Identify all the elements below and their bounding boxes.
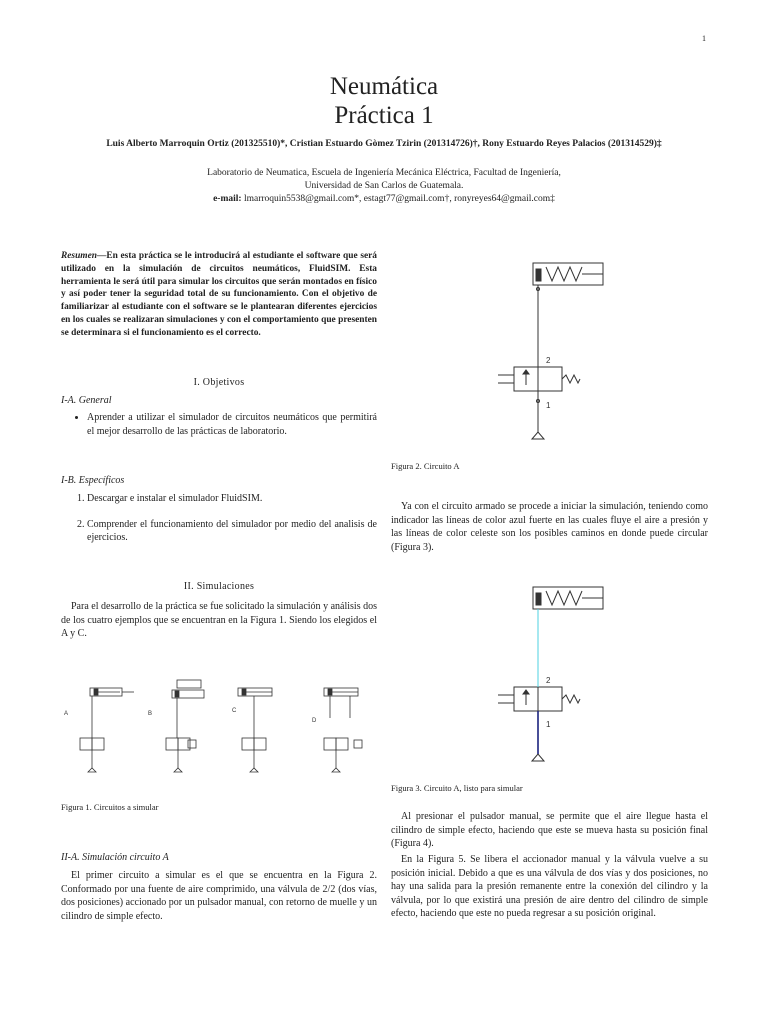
fig1-label-d: D <box>312 718 317 724</box>
section-objetivos: I. Objetivos <box>193 377 245 388</box>
figure-2-circuit-a <box>490 255 615 447</box>
fig1-label-b: B <box>148 711 153 717</box>
authors: Luis Alberto Marroquin Ortiz (201325510)*, Cristian Estuardo Gòmez Tzirin (201314726)†, Rony Estuardo Reyes Palacios (201314529)‡ <box>106 139 662 149</box>
figure-2-caption: Figura 2. Circuito A <box>391 461 460 471</box>
page-number: 1 <box>702 34 706 43</box>
abstract-label: Resumen <box>61 251 97 261</box>
title-line-1: Neumática <box>329 73 439 100</box>
bullet-item: • Aprender a utilizar el simulador de circuitos neumáticos que permitirá el mejor desarrollo de las prácticas de laboratorio. <box>87 411 377 438</box>
figure-1-caption: Figura 1. Circuitos a simular <box>61 802 159 812</box>
fig3-port-2: 2 <box>546 676 551 685</box>
email-values: lmarroquin5538@gmail.com*, estagt77@gmail.com†, ronyreyes64@gmail.com‡ <box>243 194 555 204</box>
list-item-2: 2. Comprender el funcionamiento del simulador por medio del analisis de ejercicios. <box>87 518 377 545</box>
paper-title <box>0 72 768 130</box>
liberacion-paragraph: En la Figura 5. Se libera el accionador manual y la válvula vuelve a su posición inicial. Debido a que es una válvula de dos vías y dos posiciones, no hay una salida para la presión remanente entre la conexión del cilindro y la válvula, por lo que existirá una presión de aire dentro del cilindro de simple efecto, haciendo que este no pueda regresar a su posición original. <box>391 854 708 919</box>
abstract <box>61 250 377 340</box>
title-line-2: Práctica 1 <box>334 102 434 129</box>
list-item-1: 1. Descargar e instalar el simulador FluidSIM. <box>87 492 377 506</box>
figure-3-caption: Figura 3. Circuito A, listo para simular <box>391 783 523 793</box>
affiliation-line-2: Universidad de San Carlos de Guatemala. <box>304 181 464 191</box>
general-list <box>61 411 377 438</box>
fig3-port-1: 1 <box>546 720 551 729</box>
fig2-port-1: 1 <box>546 401 551 410</box>
subsection-circuito-a: II-A. Simulación circuito A <box>61 852 169 863</box>
figure-3-circuit-a-ready <box>490 583 615 763</box>
subsection-especificos: I-B. Específicos <box>61 475 125 486</box>
fig2-port-2: 2 <box>546 356 551 365</box>
pulsador-paragraph: Al presionar el pulsador manual, se permite que el aire llegue hasta el cilindro de simple efecto, haciendo que este se mueva hasta su posición final (Figura 4). <box>391 811 708 849</box>
affiliation <box>0 167 768 206</box>
affiliation-line-1: Laboratorio de Neumatica, Escuela de Ingeniería Mecánica Eléctrica, Facultad de Ingeniería, <box>207 168 561 178</box>
circuito-a-paragraph: El primer circuito a simular es el que se encuentra en la Figura 2. Conformado por una fuente de aire comprimido, una válvula de 2/2 (dos vías, dos posiciones) accionado por un pulsador manual, con retorno de muelle y un cilindro de simple efecto. <box>61 870 377 922</box>
email-line <box>0 193 768 206</box>
especificos-list <box>61 492 377 545</box>
simulation-paragraph: Ya con el circuito armado se procede a iniciar la simulación, teniendo como indicador las líneas de color azul fuerte en las cuales fluye el aire a presión y las líneas de color celeste son los posibles caminos en donde puede circular (Figura 3). <box>391 501 708 553</box>
email-label: e-mail: <box>213 194 242 204</box>
fig1-label-a: A <box>64 711 69 717</box>
simulaciones-paragraph: Para el desarrollo de la práctica se fue solicitado la simulación y análisis dos de los cuatro ejemplos que se encuentran en la Figura 1. Siendo los elegidos el A y C. <box>61 601 377 639</box>
subsection-general: I-A. General <box>61 395 112 406</box>
abstract-text: —En esta práctica se le introducirá al estudiante el software que será utilizado en la simulación de circuitos neumáticos, FluidSIM. Esta herramienta le será útil para simular los circuitos que serán montados en físico y así poder tener la seguridad total de su funcionamiento. Con el objetivo de familiarizar al estudiante con el software se le plantearan diferentes ejercicios en los cuales se realizaran simulaciones y con el comportamiento que presenten se determinara si el funcionamiento es el correcto. <box>61 251 377 338</box>
section-simulaciones: II. Simulaciones <box>183 581 255 592</box>
fig1-label-c: C <box>232 708 237 714</box>
figure-1-circuits <box>62 668 374 780</box>
